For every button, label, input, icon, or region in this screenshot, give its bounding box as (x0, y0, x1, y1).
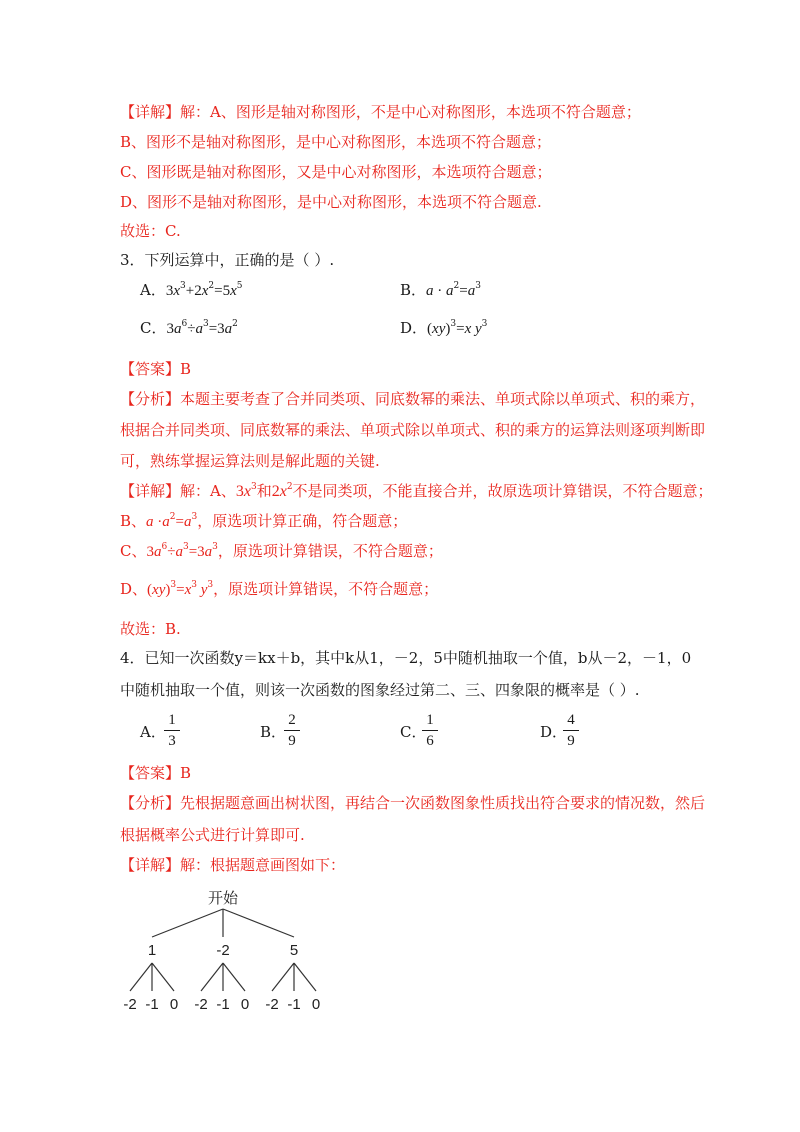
tree-branches-level2 (130, 963, 316, 991)
q4-option-d-label: D． (540, 723, 568, 741)
q4-option-a-fraction: 1 3 (164, 711, 180, 750)
q4-analysis-2: 根据概率公式进行计算即可. (120, 826, 305, 844)
tree-leaf-2: -1 (145, 996, 159, 1013)
tree-root: 开始 (207, 890, 239, 907)
q3-choice: 故选：B. (120, 620, 181, 638)
tree-node-k-3: 5 (289, 942, 299, 959)
choice-line: 故选：C. (120, 222, 181, 240)
q4-option-c-label: C． (400, 723, 427, 741)
q4-analysis-1: 【分析】先根据题意画出树状图，再结合一次函数图象性质找出符合要求的情况数，然后 (120, 794, 706, 812)
tree-leaf-3: 0 (169, 996, 179, 1013)
q3-analysis-3: 可，熟练掌握运算法则是解此题的关键. (120, 452, 380, 470)
tree-node-k-2: -2 (216, 942, 230, 959)
tree-leaf-8: -1 (287, 996, 301, 1013)
q4-stem-2: 中随机抽取一个值，则该一次函数的图象经过第二、三、四象限的概率是（ ）. (120, 681, 640, 699)
q3-option-b: B．$a \cdot a^2=a^3$ (400, 281, 481, 299)
tree-leaf-9: 0 (311, 996, 321, 1013)
tree-branches-level1 (152, 909, 294, 937)
q3-detail-d: D、$(xy)^3=x^3$ $y^3$，原选项计算错误，不符合题意； (120, 580, 439, 598)
q3-option-d: D．(xy)$^3$=x $y^3$ (400, 319, 488, 337)
detail-line-4: D、图形不是轴对称图形，是中心对称图形，本选项不符合题意. (120, 193, 542, 211)
q4-answer: 【答案】B (120, 764, 192, 782)
tree-leaf-4: -2 (194, 996, 208, 1013)
q3-answer: 【答案】B (120, 360, 192, 378)
tree-leaf-6: 0 (240, 996, 250, 1013)
q4-option-c-fraction: 1 6 (422, 711, 438, 750)
q3-detail-c: C、$3a^6\div a^3=3a^3$，原选项计算错误，不符合题意； (120, 542, 443, 560)
q4-option-b-label: B． (260, 723, 287, 741)
q3-analysis-1: 【分析】本题主要考查了合并同类项、同底数幂的乘法、单项式除以单项式、积的乘方， (120, 390, 706, 408)
q3-detail-a: 【详解】解：A、$3x^3$和$2x^2$不是同类项，不能直接合并，故原选项计算错误，不符合题意； (120, 482, 713, 500)
q3-analysis-2: 根据合并同类项、同底数幂的乘法、单项式除以单项式、积的乘方的运算法则逐项判断即 (120, 421, 706, 439)
q4-option-a-label: A． (140, 723, 166, 741)
q3-option-a: A．$3x^3+2x^2=5x^5$ (140, 281, 243, 299)
q4-detail: 【详解】解：根据题意画图如下： (120, 856, 346, 874)
q4-stem-1: 4．已知一次函数y＝kx＋b，其中k从1，－2，5中随机抽取一个值，b从－2，－1，0 (120, 649, 692, 667)
tree-leaf-7: -2 (265, 996, 279, 1013)
tree-leaf-5: -1 (216, 996, 230, 1013)
q3-stem: 3．下列运算中，正确的是（ ）. (120, 251, 335, 269)
detail-line-1: 【详解】解：A、图形是轴对称图形，不是中心对称图形，本选项不符合题意； (120, 103, 641, 121)
tree-leaf-1: -2 (123, 996, 137, 1013)
detail-line-2: B、图形不是轴对称图形，是中心对称图形，本选项不符合题意； (120, 133, 552, 151)
q4-option-d-fraction: 4 9 (563, 711, 579, 750)
tree-diagram (110, 885, 340, 1015)
q3-detail-b: B、$a \cdot a^2=a^3$，原选项计算正确，符合题意； (120, 512, 408, 530)
detail-line-3: C、图形既是轴对称图形，又是中心对称图形，本选项符合题意； (120, 163, 552, 181)
q4-option-b-fraction: 2 9 (284, 711, 300, 750)
q3-option-c: C．$3a^6\div a^3=3a^2$ (140, 319, 238, 337)
tree-node-k-1: 1 (147, 942, 157, 959)
